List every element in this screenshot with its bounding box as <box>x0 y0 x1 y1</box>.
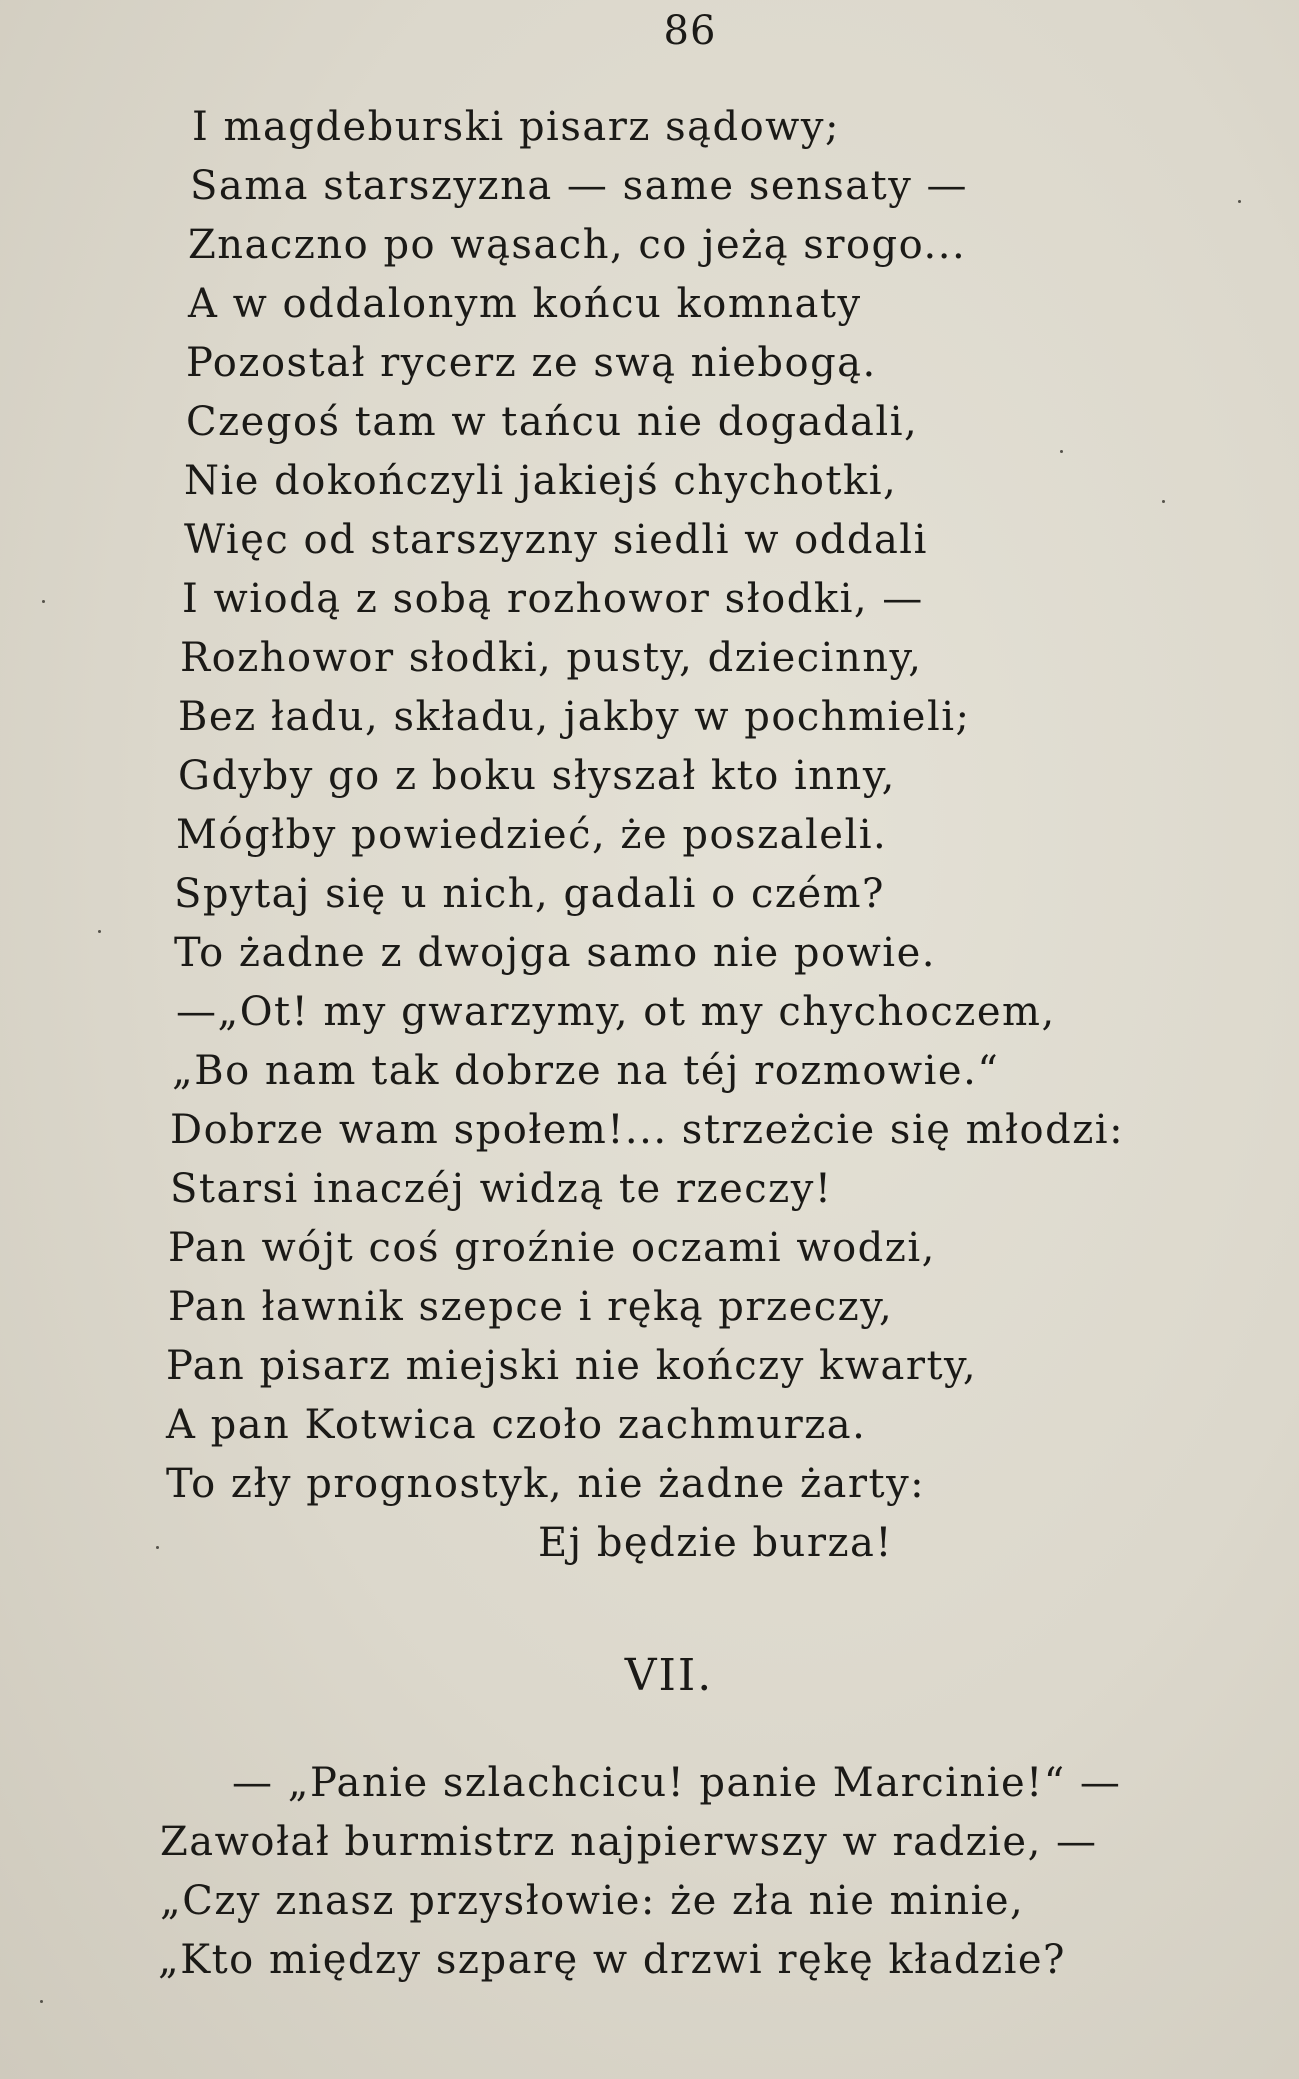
paper-speck <box>1060 450 1063 453</box>
verse-line: „Czy znasz przysłowie: że zła nie minie, <box>160 1878 1025 1924</box>
verse-line: A w oddalonym końcu komnaty <box>188 281 862 327</box>
verse-line-final: Ej będzie burza! <box>538 1520 893 1566</box>
paper-speck <box>40 2000 43 2003</box>
verse-line: Czegoś tam w tańcu nie dogadali, <box>186 399 919 445</box>
paper-speck <box>1238 200 1241 203</box>
verse-line: Nie dokończyli jakiejś chychotki, <box>184 458 898 504</box>
verse-line: Pan wójt coś groźnie oczami wodzi, <box>168 1225 936 1271</box>
verse-line: Gdyby go z boku słyszał kto inny, <box>178 753 896 799</box>
page-number: 86 <box>663 8 717 54</box>
verse-line: — „Panie szlachcicu! panie Marcinie!“ — <box>232 1760 1122 1806</box>
section-heading: VII. <box>624 1650 714 1701</box>
paper-speck <box>1162 500 1165 503</box>
verse-line: I magdeburski pisarz sądowy; <box>192 104 840 150</box>
verse-line: Dobrze wam społem!... strzeżcie się młodzi: <box>170 1107 1125 1153</box>
verse-line: Mógłby powiedzieć, że poszaleli. <box>176 812 888 858</box>
verse-line: Rozhowor słodki, pusty, dziecinny, <box>180 635 923 681</box>
verse-line: Więc od starszyzny siedli w oddali <box>184 517 928 563</box>
verse-line: „Bo nam tak dobrze na téj rozmowie.“ <box>172 1048 1000 1094</box>
verse-line: —„Ot! my gwarzymy, ot my chychoczem, <box>176 989 1056 1035</box>
verse-line: To zły prognostyk, nie żadne żarty: <box>166 1461 926 1507</box>
verse-line: Bez ładu, składu, jakby w pochmieli; <box>178 694 971 740</box>
verse-line: To żadne z dwojga samo nie powie. <box>174 930 936 976</box>
verse-line: Znaczno po wąsach, co jeżą srogo... <box>188 222 967 268</box>
verse-line: Zawołał burmistrz najpierwszy w radzie, — <box>160 1819 1098 1865</box>
verse-line: Spytaj się u nich, gadali o czém? <box>174 871 886 917</box>
paper-speck <box>156 1546 159 1549</box>
verse-line: Pozostał rycerz ze swą niebogą. <box>186 340 877 386</box>
verse-line: A pan Kotwica czoło zachmurza. <box>166 1402 867 1448</box>
verse-line: Starsi inaczéj widzą te rzeczy! <box>170 1166 833 1212</box>
verse-line: I wiodą z sobą rozhowor słodki, — <box>182 576 924 622</box>
verse-line: Pan ławnik szepce i ręką przeczy, <box>168 1284 894 1330</box>
verse-line: Sama starszyzna — same sensaty — <box>190 163 969 209</box>
paper-speck <box>98 930 101 933</box>
paper-speck <box>42 600 45 603</box>
verse-line: Pan pisarz miejski nie kończy kwarty, <box>166 1343 978 1389</box>
verse-line: „Kto między szparę w drzwi rękę kładzie? <box>158 1937 1066 1983</box>
